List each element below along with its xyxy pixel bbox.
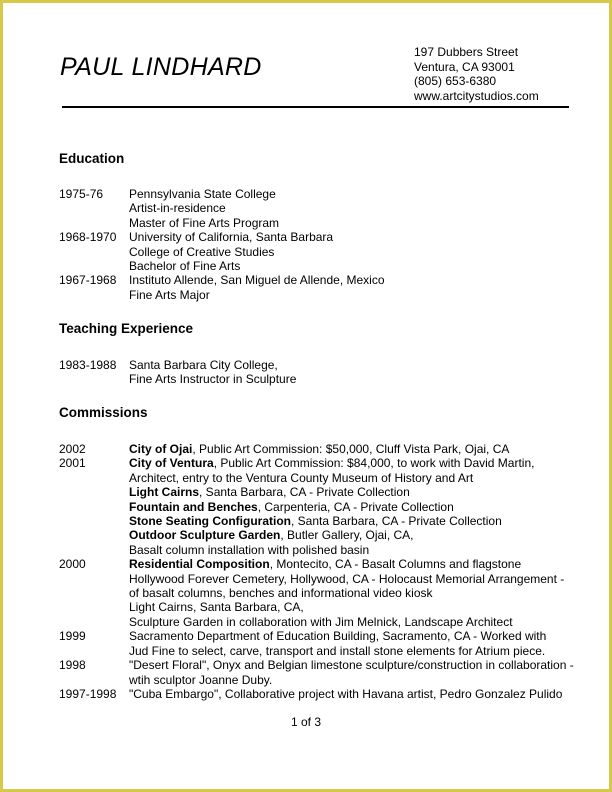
project-name: Stone Seating Configuration	[129, 514, 291, 529]
entry-line: Fine Arts Major	[129, 287, 210, 302]
list-item	[59, 273, 579, 302]
entry-year: 1975-76	[59, 187, 104, 201]
contact-website: www.artcitystudios.com	[414, 88, 539, 103]
entry-line	[129, 629, 579, 643]
entry-detail: "Desert Floral", Onyx and Belgian limestone sculpture/construction in collaboration -	[129, 658, 574, 673]
entry-line	[129, 543, 579, 557]
entry-text	[129, 456, 579, 557]
entry-line: Pennsylvania State College	[129, 187, 276, 201]
entry-text	[129, 230, 579, 273]
entry-line	[129, 500, 579, 514]
section-title-teaching: Teaching Experience	[59, 321, 194, 336]
entry-line	[129, 687, 579, 701]
entry-detail: , Santa Barbara, CA - Private Collection	[291, 514, 502, 529]
entry-line	[129, 514, 579, 528]
entry-detail: , Public Art Commission: $84,000, to work with David Martin,	[213, 456, 535, 471]
entry-line	[129, 456, 579, 470]
project-name: Outdoor Sculpture Garden	[129, 528, 281, 543]
list-item	[59, 629, 579, 658]
section-title-commissions: Commissions	[59, 405, 148, 420]
contact-city: Ventura, CA 93001	[414, 59, 515, 74]
entry-detail: Jud Fine to select, carve, transport and install stone elements for Atrium piece.	[129, 643, 546, 658]
entry-year: 2001	[59, 456, 86, 471]
entry-line	[129, 471, 579, 485]
entry-detail: Hollywood Forever Cemetery, Hollywood, CA - Holocaust Memorial Arrangement -	[129, 571, 565, 586]
entry-line	[129, 644, 579, 658]
entry-detail: wtih sculptor Joanne Duby.	[129, 672, 273, 687]
project-name: Residential Composition	[129, 557, 270, 572]
entry-text	[129, 557, 579, 629]
education-list	[59, 187, 579, 302]
list-item	[59, 456, 579, 557]
entry-text	[129, 442, 579, 456]
entry-text	[129, 658, 579, 687]
contact-street: 197 Dubbers Street	[414, 45, 519, 59]
entry-line	[129, 615, 579, 629]
entry-line	[129, 572, 579, 586]
header-divider	[62, 106, 569, 108]
project-name: Light Cairns	[129, 485, 200, 500]
resume-page	[3, 3, 609, 789]
entry-detail: , Montecito, CA - Basalt Columns and flagstone	[269, 557, 522, 572]
entry-line	[129, 485, 579, 499]
entry-detail: Light Cairns, Santa Barbara, CA,	[129, 600, 304, 615]
list-item	[59, 187, 579, 230]
contact-phone: (805) 653-6380	[414, 74, 497, 89]
list-item	[59, 230, 579, 273]
list-item	[59, 557, 579, 629]
commissions-list	[59, 442, 579, 701]
entry-year: 1983-1988	[59, 358, 117, 372]
entry-text	[129, 629, 579, 658]
entry-line: Instituto Allende, San Miguel de Allende, Mexico	[129, 273, 385, 288]
entry-detail: "Cuba Embargo", Collaborative project with Havana artist, Pedro Gonzalez Pulido	[129, 686, 563, 701]
entry-line: Bachelor of Fine Arts	[129, 259, 241, 274]
entry-line: University of California, Santa Barbara	[129, 230, 334, 245]
entry-text	[129, 358, 579, 387]
entry-year: 1997-1998	[59, 686, 117, 701]
entry-text	[129, 187, 579, 230]
entry-detail: Sculpture Garden in collaboration with Jim Melnick, Landscape Architect	[129, 614, 513, 629]
entry-detail: , Carpenteria, CA - Private Collection	[257, 499, 454, 514]
entry-year: 1998	[59, 658, 86, 673]
entry-detail: , Santa Barbara, CA - Private Collection	[199, 485, 410, 500]
entry-line	[129, 557, 579, 571]
entry-detail: Architect, entry to the Ventura County Museum of History and Art	[129, 470, 474, 485]
project-name: Fountain and Benches	[129, 499, 258, 514]
entry-line: Artist-in-residence	[129, 201, 226, 216]
entry-line: Fine Arts Instructor in Sculpture	[129, 372, 297, 387]
project-name: City of Ojai	[129, 442, 193, 456]
entry-line	[129, 658, 579, 672]
teaching-list	[59, 358, 579, 387]
entry-line	[129, 528, 579, 542]
list-item	[59, 358, 579, 387]
contact-block	[414, 45, 539, 103]
entry-line: College of Creative Studies	[129, 244, 275, 259]
entry-detail: Sacramento Department of Education Building, Sacramento, CA - Worked with	[129, 629, 547, 644]
entry-text	[129, 687, 579, 701]
entry-text	[129, 273, 579, 302]
entry-year: 2000	[59, 557, 86, 572]
entry-detail: Basalt column installation with polished basin	[129, 542, 370, 557]
entry-line	[129, 442, 579, 456]
section-title-education: Education	[59, 151, 125, 166]
entry-line: Santa Barbara City College,	[129, 358, 278, 372]
entry-line	[129, 673, 579, 687]
entry-line	[129, 586, 579, 600]
entry-year: 2002	[59, 442, 86, 456]
entry-year: 1968-1970	[59, 230, 117, 245]
entry-line: Master of Fine Arts Program	[129, 215, 280, 230]
list-item	[59, 442, 579, 456]
project-name: City of Ventura	[129, 456, 214, 471]
entry-detail: of basalt columns, benches and informational video kiosk	[129, 586, 433, 601]
entry-detail: , Public Art Commission: $50,000, Cluff Vista Park, Ojai, CA	[192, 442, 510, 456]
entry-year: 1999	[59, 629, 86, 644]
resume-name: PAUL LINDHARD	[60, 53, 262, 81]
entry-year: 1967-1968	[59, 273, 117, 288]
entry-detail: , Butler Gallery, Ojai, CA,	[280, 528, 414, 543]
list-item	[59, 658, 579, 687]
entry-line	[129, 600, 579, 614]
page-number: 1 of 3	[290, 715, 322, 729]
list-item	[59, 687, 579, 701]
